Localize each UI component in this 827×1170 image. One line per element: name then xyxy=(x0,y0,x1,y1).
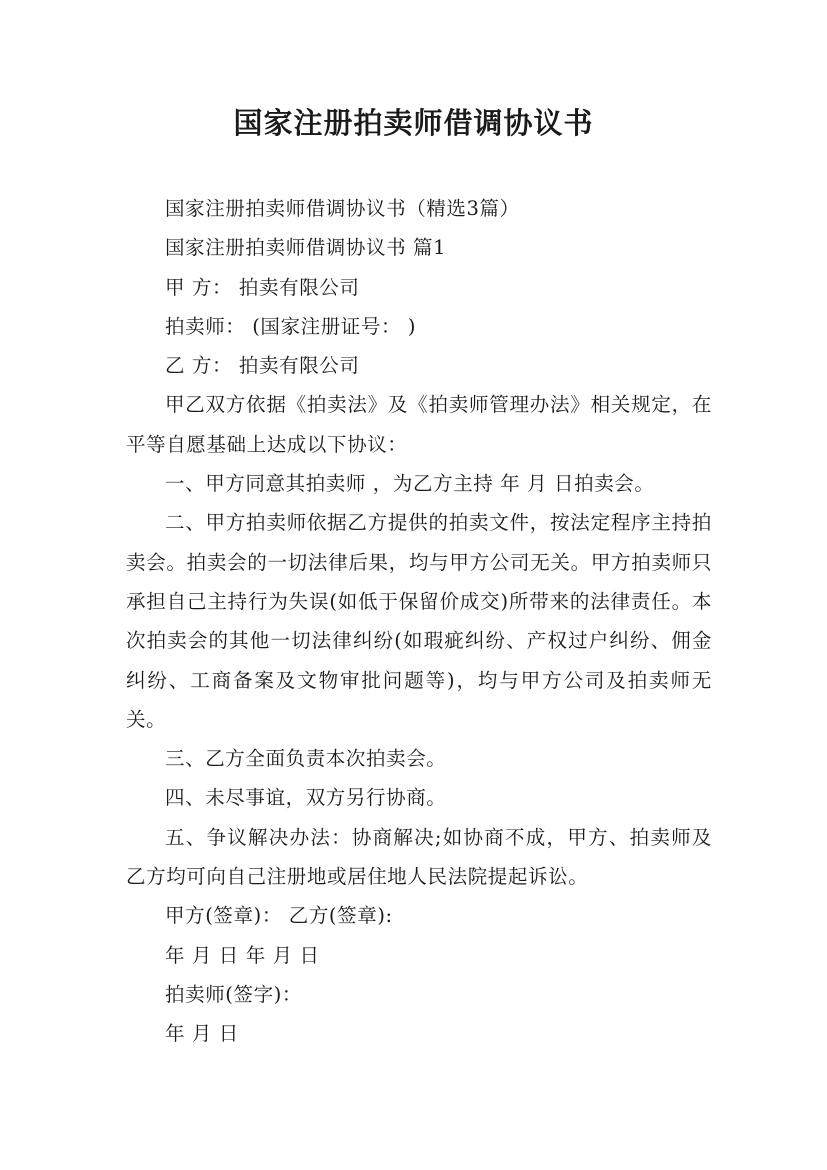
paragraph-auctioneer-date: 年 月 日 xyxy=(165,1022,239,1046)
paragraph-preamble: 甲乙双方依据《拍卖法》及《拍卖师管理办法》相关规定，在平等自愿基础上达成以下协议： xyxy=(126,393,712,456)
paragraph-signatures: 甲方(签章)： 乙方(签章): xyxy=(165,904,393,928)
paragraph-section-heading: 国家注册拍卖师借调协议书 篇1 xyxy=(165,236,447,260)
paragraph-party-b: 乙 方： 拍卖有限公司 xyxy=(165,354,360,378)
paragraph-clause-5: 五、争议解决办法：协商解决;如协商不成，甲方、拍卖师及乙方均可向自己注册地或居住地人民法院提起诉讼。 xyxy=(126,825,712,889)
paragraph-clause-2: 二、甲方拍卖师依据乙方提供的拍卖文件，按法定程序主持拍卖会。拍卖会的一切法律后果，均与甲方公司无关。甲方拍卖师只承担自己主持行为失误(如低于保留价成交)所带来的法律责任。本次拍卖会的其他一切法律纠纷(如瑕疵纠纷、产权过户纠纷、佣金纠纷、工商备案及文物审批问题等)，均与甲方公司及拍卖师无关。 xyxy=(126,511,712,731)
paragraph-party-a: 甲 方： 拍卖有限公司 xyxy=(165,275,360,299)
paragraph-subtitle: 国家注册拍卖师借调协议书（精选3篇） xyxy=(165,197,520,220)
paragraph-clause-1: 一、甲方同意其拍卖师 ，为乙方主持 年 月 日拍卖会。 xyxy=(165,472,655,496)
paragraph-clause-4: 四、未尽事谊，双方另行协商。 xyxy=(165,786,447,810)
paragraph-clause-3: 三、乙方全面负责本次拍卖会。 xyxy=(165,747,447,771)
paragraph-auctioneer: 拍卖师： (国家注册证号： ) xyxy=(165,314,417,338)
document-body xyxy=(126,189,712,1054)
paragraph-signature-dates: 年 月 日 年 月 日 xyxy=(165,943,320,967)
document-title: 国家注册拍卖师借调协议书 xyxy=(233,106,594,140)
paragraph-auctioneer-signature: 拍卖师(签字)： xyxy=(165,982,303,1006)
